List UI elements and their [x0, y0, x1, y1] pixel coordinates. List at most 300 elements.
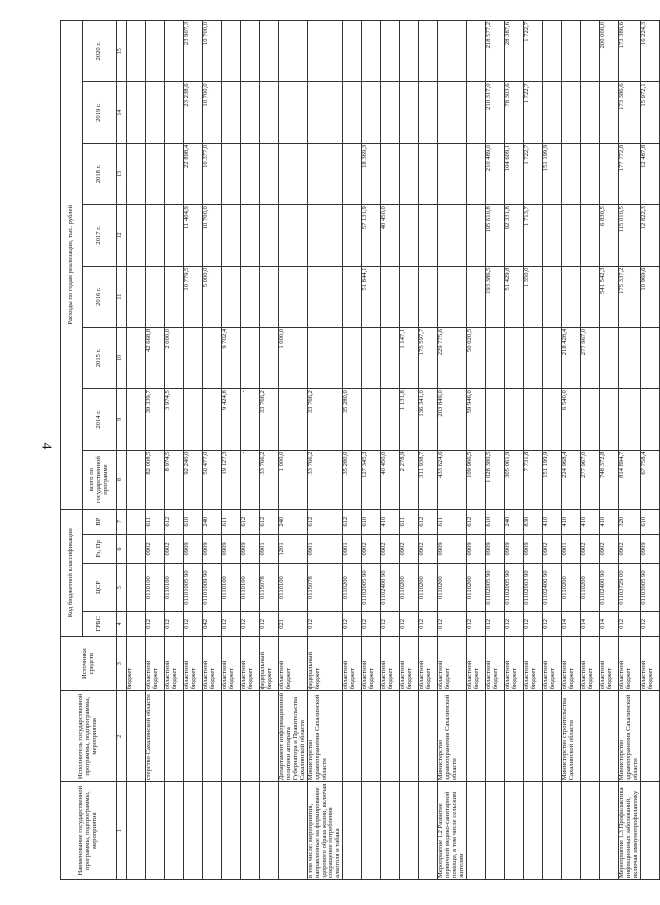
table-cell: 830	[523, 509, 542, 534]
table-cell: 39 339,7	[146, 389, 165, 450]
table-cell: 01102400 90	[599, 564, 618, 612]
table-cell: 611	[222, 509, 241, 534]
table-cell	[184, 691, 203, 782]
table-cell	[241, 691, 260, 782]
header-budget-code: Код бюджетной классификации	[61, 509, 83, 636]
table-cell	[438, 266, 467, 327]
table-cell: 410	[580, 509, 599, 534]
table-cell	[260, 205, 279, 266]
table-cell	[381, 327, 400, 388]
table-cell: 610	[485, 509, 504, 534]
table-cell: областной бюджет	[279, 636, 308, 691]
table-cell: 042	[203, 611, 222, 636]
table-cell: 23 238,6	[184, 82, 203, 143]
column-number: 6	[117, 534, 127, 564]
table-cell: 01102003 90	[523, 564, 542, 612]
table-cell: 12 822,3	[640, 205, 659, 266]
table-row	[599, 21, 618, 880]
table-cell: Мероприятие 1.3 Профилактика инфекционных заболеваний, включая иммунопрофилактику	[618, 782, 640, 880]
table-row	[307, 21, 343, 880]
column-number: 15	[117, 21, 127, 82]
table-cell: 16 224,3	[640, 21, 659, 82]
table-cell: 1 713,7	[523, 205, 542, 266]
table-cell: 012	[400, 611, 419, 636]
table-cell	[362, 327, 381, 388]
table-cell: 01101009 90	[203, 564, 222, 612]
table-cell	[640, 782, 659, 880]
table-cell	[381, 82, 400, 143]
table-cell	[260, 327, 279, 388]
header-year-2018: 2018 г.	[83, 143, 117, 204]
column-number: 2	[117, 691, 127, 782]
table-cell: областной бюджет	[438, 636, 467, 691]
table-cell	[599, 327, 618, 388]
table-cell	[127, 266, 146, 327]
table-cell: 67 758,4	[640, 450, 659, 509]
table-cell	[165, 143, 184, 204]
table-row	[466, 21, 485, 880]
table-cell: 012	[419, 611, 438, 636]
table-cell: 277 967,0	[580, 450, 599, 509]
table-cell	[504, 782, 523, 880]
table-cell	[640, 389, 659, 450]
table-cell: 0110200	[400, 564, 419, 612]
table-cell: 1201	[279, 534, 308, 564]
table-cell	[542, 327, 561, 388]
table-cell	[561, 21, 580, 82]
table-cell: 10 700,0	[203, 82, 222, 143]
column-number: 9	[117, 389, 127, 450]
table-cell	[146, 82, 165, 143]
table-cell: 611	[438, 509, 467, 534]
table-cell	[307, 266, 343, 327]
table-row	[400, 21, 419, 880]
table-cell: 0110100	[279, 564, 308, 612]
table-cell: 195 610,8	[485, 205, 504, 266]
table-cell: областной бюджет	[419, 636, 438, 691]
header-grbs: ГРБС	[83, 611, 117, 636]
table-cell: 0909	[466, 534, 485, 564]
table-cell	[279, 205, 308, 266]
table-cell: Министерство строительства Сахалинской области	[561, 691, 580, 782]
table-cell: 0909	[523, 534, 542, 564]
table-cell	[400, 82, 419, 143]
table-cell: 0902	[400, 534, 419, 564]
table-rotation-frame	[60, 20, 654, 880]
table-cell: 127 345,3	[362, 450, 381, 509]
table-cell: 0902	[580, 534, 599, 564]
table-cell	[400, 782, 419, 880]
table-cell: 0110100	[146, 564, 165, 612]
table-cell: 12 487,8	[640, 143, 659, 204]
table-cell: 01102400 90	[381, 564, 400, 612]
header-year-2014: 2014 г.	[83, 389, 117, 450]
table-cell: 1 131,8	[400, 389, 419, 450]
table-cell	[165, 266, 184, 327]
table-cell	[307, 327, 343, 388]
column-number: 12	[117, 205, 127, 266]
table-cell	[146, 21, 165, 82]
table-cell: 012	[381, 611, 400, 636]
table-cell	[203, 691, 222, 782]
table-cell	[279, 21, 308, 82]
table-cell: 610	[362, 509, 381, 534]
table-cell: областной бюджет	[146, 636, 165, 691]
table-cell: 0901	[260, 534, 279, 564]
table-cell	[640, 327, 659, 388]
table-cell: 0110100	[165, 564, 184, 612]
header-source: Источники средств	[61, 636, 117, 691]
table-cell: областной бюджет	[466, 636, 485, 691]
table-cell	[523, 389, 542, 450]
table-cell: 1 000,0	[279, 327, 308, 388]
table-cell	[362, 82, 381, 143]
header-rzpr: Рз, Пр	[83, 534, 117, 564]
table-cell: 3 974,5	[165, 389, 184, 450]
table-cell	[466, 266, 485, 327]
table-cell: 01102005 90	[362, 564, 381, 612]
table-cell: 0909	[504, 534, 523, 564]
table-cell	[381, 21, 400, 82]
table-cell	[279, 266, 308, 327]
table-cell	[127, 611, 146, 636]
table-cell: областной бюджет	[542, 636, 561, 691]
table-cell	[419, 266, 438, 327]
table-cell	[400, 205, 419, 266]
table-cell	[127, 143, 146, 204]
table-cell	[146, 143, 165, 204]
table-cell	[279, 82, 308, 143]
table-cell: областной бюджет	[561, 636, 580, 691]
table-cell	[542, 82, 561, 143]
table-cell: стерство Сахалинской области	[146, 691, 165, 782]
table-cell	[260, 21, 279, 82]
table-cell: 410	[542, 509, 561, 534]
table-cell: 35 280,0	[343, 450, 362, 509]
table-cell	[165, 82, 184, 143]
table-cell	[241, 782, 260, 880]
table-cell: 0902	[165, 534, 184, 564]
table-cell: областной бюджет	[241, 636, 260, 691]
table-cell	[260, 782, 279, 880]
table-row	[260, 21, 279, 880]
table-cell: 012	[438, 611, 467, 636]
table-cell	[241, 82, 260, 143]
table-cell	[618, 389, 640, 450]
table-cell: 0909	[640, 534, 659, 564]
table-cell: областной бюджет	[343, 636, 362, 691]
table-cell	[542, 266, 561, 327]
table-cell	[260, 691, 279, 782]
table-cell	[466, 205, 485, 266]
table-cell: 0902	[599, 534, 618, 564]
table-cell	[542, 691, 561, 782]
table-cell: областной бюджет	[222, 636, 241, 691]
table-cell: 541 542,3	[599, 266, 618, 327]
column-number-row	[117, 21, 127, 880]
table-cell: 612	[165, 509, 184, 534]
table-cell: 611	[146, 509, 165, 534]
table-cell	[599, 389, 618, 450]
table-cell	[580, 266, 599, 327]
table-cell: 0110200	[561, 564, 580, 612]
table-cell: Министерство здравоохранения Сахалинской области	[438, 691, 467, 782]
table-row	[203, 21, 222, 880]
table-cell: областной бюджет	[640, 636, 659, 691]
table-cell: 78 303,6	[504, 82, 523, 143]
table-cell: 218 428,4	[561, 327, 580, 388]
header-program: Наименование государственной программы, подпрограммы, мероприятия	[61, 782, 117, 880]
table-cell: 33 766,2	[307, 450, 343, 509]
table-cell: 224 968,4	[561, 450, 580, 509]
table-cell	[127, 21, 146, 82]
table-cell: 01101005 90	[184, 564, 203, 612]
table-cell: 021	[279, 611, 308, 636]
table-cell	[400, 143, 419, 204]
column-number: 13	[117, 143, 127, 204]
table-cell	[362, 691, 381, 782]
table-cell: 305 061,9	[504, 450, 523, 509]
table-cell	[307, 205, 343, 266]
table-cell	[307, 143, 343, 204]
table-cell: областной бюджет	[618, 636, 640, 691]
table-cell	[599, 691, 618, 782]
table-cell: 012	[466, 611, 485, 636]
table-cell: областной бюджет	[599, 636, 618, 691]
table-cell: 229 775,6	[438, 327, 467, 388]
table-cell: 57 131,9	[362, 205, 381, 266]
table-cell: 51 429,8	[504, 266, 523, 327]
table-row	[279, 21, 308, 880]
table-cell: 1 350,0	[523, 266, 542, 327]
header-year-2015: 2015 г.	[83, 327, 117, 388]
table-row	[485, 21, 504, 880]
table-cell: 240	[504, 509, 523, 534]
table-row	[362, 21, 381, 880]
table-cell: 51 844,1	[362, 266, 381, 327]
table-cell	[127, 389, 146, 450]
table-row	[618, 21, 640, 880]
table-cell: 612	[307, 509, 343, 534]
table-cell	[343, 266, 362, 327]
table-cell	[580, 691, 599, 782]
page-number: 4	[38, 442, 54, 450]
table-cell: 01103005 90	[640, 564, 659, 612]
table-cell	[146, 782, 165, 880]
table-cell: 014	[561, 611, 580, 636]
table-cell: 410	[561, 509, 580, 534]
table-cell	[362, 389, 381, 450]
table-cell	[419, 205, 438, 266]
table-cell: 0902	[146, 534, 165, 564]
table-cell	[146, 266, 165, 327]
table-cell	[146, 205, 165, 266]
table-cell: 50 477,0	[203, 450, 222, 509]
table-cell	[165, 205, 184, 266]
table-cell	[485, 389, 504, 450]
table-cell: 28 387,6	[504, 21, 523, 82]
table-cell: областной бюджет	[184, 636, 203, 691]
header-year-2020: 2020 г.	[83, 21, 117, 82]
table-cell	[618, 327, 640, 388]
table-cell	[343, 205, 362, 266]
table-cell	[561, 82, 580, 143]
table-cell: 200 000,0	[599, 21, 618, 82]
table-cell: 0902	[362, 534, 381, 564]
table-cell	[279, 389, 308, 450]
table-cell: областной бюджет	[165, 636, 184, 691]
table-cell: -	[241, 389, 260, 450]
table-cell: 01102005 90	[504, 564, 523, 612]
table-cell: 0115078	[307, 564, 343, 612]
table-cell: федеральный бюджет	[260, 636, 279, 691]
table-cell: 012	[343, 611, 362, 636]
table-cell: 15 972,1	[640, 82, 659, 143]
table-cell	[343, 21, 362, 82]
table-cell: 1 722,7	[523, 21, 542, 82]
table-cell: Департамент информационной политики аппарата Губернатора и Правительства Сахалинской области	[279, 691, 308, 782]
table-cell: 0115078	[260, 564, 279, 612]
table-cell	[419, 143, 438, 204]
table-cell: 0901	[343, 534, 362, 564]
table-cell: 0902	[381, 534, 400, 564]
table-cell: 10 377,0	[203, 143, 222, 204]
header-executor: Исполнитель государственной программы, подпрограммы, мероприятия	[61, 691, 117, 782]
table-cell	[307, 21, 343, 82]
table-cell: 136 341,0	[419, 389, 438, 450]
table-cell: 104 609,1	[504, 143, 523, 204]
table-cell	[241, 143, 260, 204]
table-cell: 612	[419, 509, 438, 534]
header-vr: ВР	[83, 509, 117, 534]
table-cell: областной бюджет	[504, 636, 523, 691]
table-cell: 012	[523, 611, 542, 636]
header-total: всего по государственной программе	[83, 450, 117, 509]
table-cell	[599, 143, 618, 204]
table-cell	[466, 691, 485, 782]
table-cell: 40 450,0	[381, 450, 400, 509]
table-cell	[362, 782, 381, 880]
table-cell	[127, 564, 146, 612]
table-cell	[419, 21, 438, 82]
table-cell	[580, 389, 599, 450]
table-row	[542, 21, 561, 880]
table-cell	[279, 143, 308, 204]
header-expenses: Расходы по годам реализации, тыс. рублей	[61, 21, 83, 510]
table-cell	[381, 389, 400, 450]
table-cell	[485, 327, 504, 388]
table-cell	[504, 691, 523, 782]
table-cell: Мероприятие 1.2 Развитие первичной медико-санитарной помощи, в том числе сельским жителям	[438, 782, 467, 880]
table-cell	[400, 691, 419, 782]
table-cell: областной бюджет	[485, 636, 504, 691]
table-cell: 012	[504, 611, 523, 636]
table-cell: 012	[362, 611, 381, 636]
table-cell	[599, 82, 618, 143]
table-cell	[400, 21, 419, 82]
table-cell: 203 849,0	[438, 389, 467, 450]
table-cell: 33 766,2	[260, 450, 279, 509]
table-cell	[203, 389, 222, 450]
table-cell: 19 127,3	[222, 450, 241, 509]
table-cell: 0902	[618, 534, 640, 564]
table-row	[419, 21, 438, 880]
table-cell: 218 577,2	[485, 21, 504, 82]
table-row	[381, 21, 400, 880]
table-cell	[561, 205, 580, 266]
table-cell: 0902	[419, 534, 438, 564]
table-row	[438, 21, 467, 880]
table-cell: 210 317,0	[485, 82, 504, 143]
table-cell: 611	[400, 509, 419, 534]
table-cell	[222, 782, 241, 880]
table-cell	[580, 82, 599, 143]
table-cell: 0901	[307, 534, 343, 564]
table-cell: 33 766,2	[307, 389, 343, 450]
table-cell: 50 020,5	[466, 327, 485, 388]
table-cell: областной бюджет	[362, 636, 381, 691]
table-cell	[222, 205, 241, 266]
table-cell	[343, 782, 362, 880]
table-cell: 014	[599, 611, 618, 636]
table-cell: 012	[485, 611, 504, 636]
table-cell	[485, 782, 504, 880]
table-cell: Министерство здравоохранения Сахалинской области	[307, 691, 343, 782]
table-row	[146, 21, 165, 880]
table-cell	[241, 266, 260, 327]
column-number: 5	[117, 564, 127, 612]
table-cell: 0110100	[222, 564, 241, 612]
table-row	[504, 21, 523, 880]
table-cell	[343, 691, 362, 782]
table-cell	[184, 389, 203, 450]
table-cell: 210 489,0	[485, 143, 504, 204]
table-cell	[279, 782, 308, 880]
table-cell: 014	[580, 611, 599, 636]
table-cell	[127, 82, 146, 143]
table-cell: 6 830,5	[599, 205, 618, 266]
table-cell: 11 404,9	[184, 205, 203, 266]
table-cell: 92 240,0	[184, 450, 203, 509]
table-cell	[542, 389, 561, 450]
table-cell	[127, 534, 146, 564]
table-cell: 1 028 380,5	[485, 450, 504, 509]
table-cell: областной бюджет	[523, 636, 542, 691]
table-cell	[542, 205, 561, 266]
table-cell	[466, 782, 485, 880]
table-row	[523, 21, 542, 880]
table-cell: 18 369,3	[362, 143, 381, 204]
table-cell: 2 278,9	[400, 450, 419, 509]
table-cell	[599, 782, 618, 880]
header-year-2017: 2017 г.	[83, 205, 117, 266]
table-cell	[241, 205, 260, 266]
table-cell: -	[241, 450, 260, 509]
table-cell	[127, 205, 146, 266]
table-body	[127, 21, 660, 880]
table-cell: 9 702,4	[222, 327, 241, 388]
table-cell	[362, 21, 381, 82]
table-cell: 9 424,8	[222, 389, 241, 450]
table-cell	[127, 782, 146, 880]
column-number: 4	[117, 611, 127, 636]
table-cell: 151 199,9	[542, 450, 561, 509]
table-cell	[222, 266, 241, 327]
table-cell: областной бюджет	[381, 636, 400, 691]
table-cell: 175 337,2	[618, 266, 640, 327]
table-cell: 42 668,8	[146, 327, 165, 388]
table-cell: 012	[222, 611, 241, 636]
